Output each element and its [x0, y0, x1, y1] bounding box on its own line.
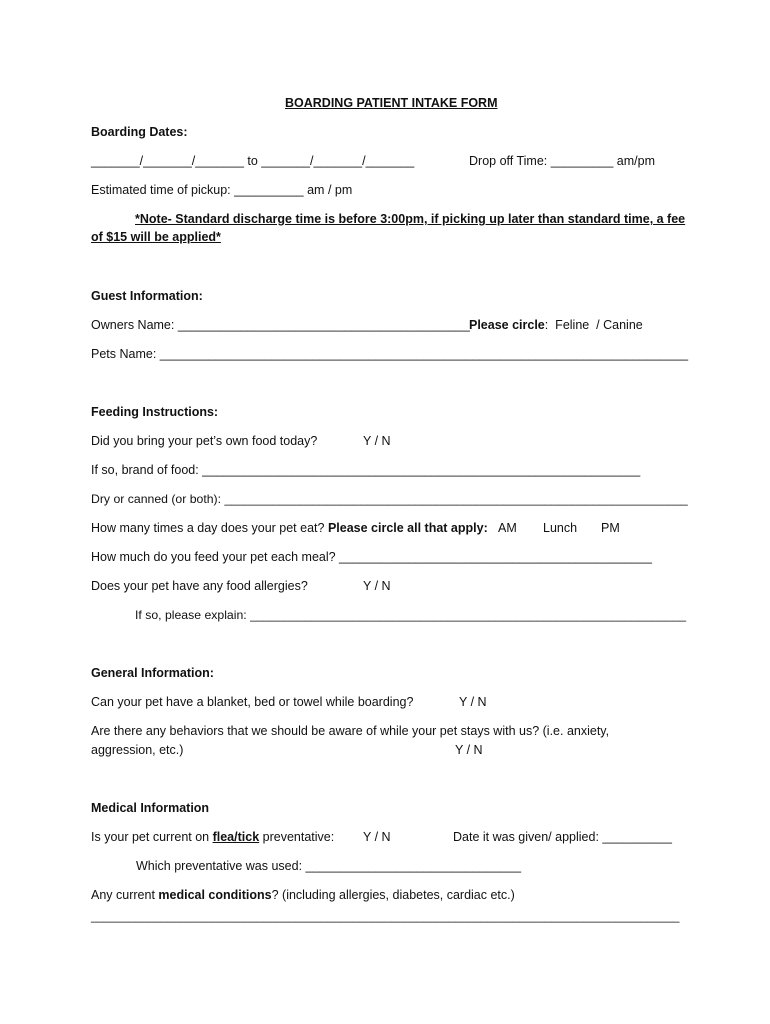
discharge-note-line2: of $15 will be applied*	[91, 230, 221, 244]
food-allergies-question: Does your pet have any food allergies?	[91, 579, 308, 593]
dry-canned-field[interactable]: Dry or canned (or both): ____________________________________________________________________	[91, 492, 688, 506]
medical-conditions-question	[91, 887, 515, 903]
boarding-dates-heading: Boarding Dates:	[91, 125, 188, 139]
date-given-field[interactable]: Date it was given/ applied: __________	[453, 830, 672, 844]
species-options[interactable]: : Feline / Canine	[544, 318, 643, 332]
medical-conditions-label: medical conditions	[158, 888, 272, 902]
allergy-explain-field[interactable]: If so, please explain: ________________________________________________________________	[135, 608, 687, 622]
behaviors-question-line1: Are there any behaviors that we should be aware of while your pet stays with us? (i.e. anxiety,	[91, 724, 610, 738]
own-food-question: Did you bring your pet’s own food today?	[91, 434, 318, 448]
behaviors-yn[interactable]: Y / N	[455, 743, 483, 757]
circle-all-label: Please circle all that apply:	[327, 521, 488, 535]
form-title: BOARDING PATIENT INTAKE FORM	[285, 96, 498, 110]
food-allergies-yn[interactable]: Y / N	[363, 579, 391, 593]
meal-amount-field[interactable]: How much do you feed your pet each meal? _____________________________________________	[91, 550, 652, 564]
guest-info-heading: Guest Information:	[91, 289, 203, 303]
preventative-used-field[interactable]: Which preventative was used: _______________________________	[136, 859, 522, 873]
flea-tick-question	[91, 829, 334, 845]
conditions-pre-text: Any current	[91, 888, 159, 902]
food-brand-field[interactable]: If so, brand of food: _______________________________________________________________	[91, 463, 641, 477]
meal-option-pm[interactable]: PM	[601, 521, 620, 535]
boarding-dates-field[interactable]: _______/_______/_______ to _______/_______/_______	[91, 154, 415, 168]
own-food-yn[interactable]: Y / N	[363, 434, 391, 448]
discharge-note-line1: *Note- Standard discharge time is before 3:00pm, if picking up later than standard time, a fee	[135, 212, 686, 226]
owner-name-field[interactable]: Owners Name: __________________________________________	[91, 318, 470, 332]
feeding-heading: Feeding Instructions:	[91, 405, 219, 419]
blanket-question: Can your pet have a blanket, bed or towel while boarding?	[91, 695, 414, 709]
dropoff-time-field[interactable]: Drop off Time: _________ am/pm	[469, 154, 655, 168]
pet-name-field[interactable]: Pets Name: ____________________________________________________________________________	[91, 347, 689, 361]
species-circle[interactable]	[469, 317, 643, 333]
meal-option-am[interactable]: AM	[498, 521, 517, 535]
flea-post-text: preventative:	[259, 830, 335, 844]
blanket-yn[interactable]: Y / N	[459, 695, 487, 709]
general-info-heading: General Information:	[91, 666, 214, 680]
pickup-time-field[interactable]: Estimated time of pickup: __________ am / pm	[91, 183, 353, 197]
meal-option-lunch[interactable]: Lunch	[543, 521, 578, 535]
meals-per-day-question	[91, 520, 488, 536]
behaviors-question-line2: aggression, etc.)	[91, 743, 184, 757]
conditions-post-text: ? (including allergies, diabetes, cardiac etc.)	[271, 888, 515, 902]
flea-pre-text: Is your pet current on	[91, 830, 213, 844]
meals-question-text: How many times a day does your pet eat?	[91, 521, 328, 535]
medical-info-heading: Medical Information	[91, 801, 210, 815]
please-circle-label: Please circle	[469, 318, 545, 332]
medical-conditions-field[interactable]: ____________________________________________________________________________________________	[91, 911, 680, 923]
flea-tick-yn[interactable]: Y / N	[363, 830, 391, 844]
flea-tick-label: flea/tick	[212, 830, 260, 844]
